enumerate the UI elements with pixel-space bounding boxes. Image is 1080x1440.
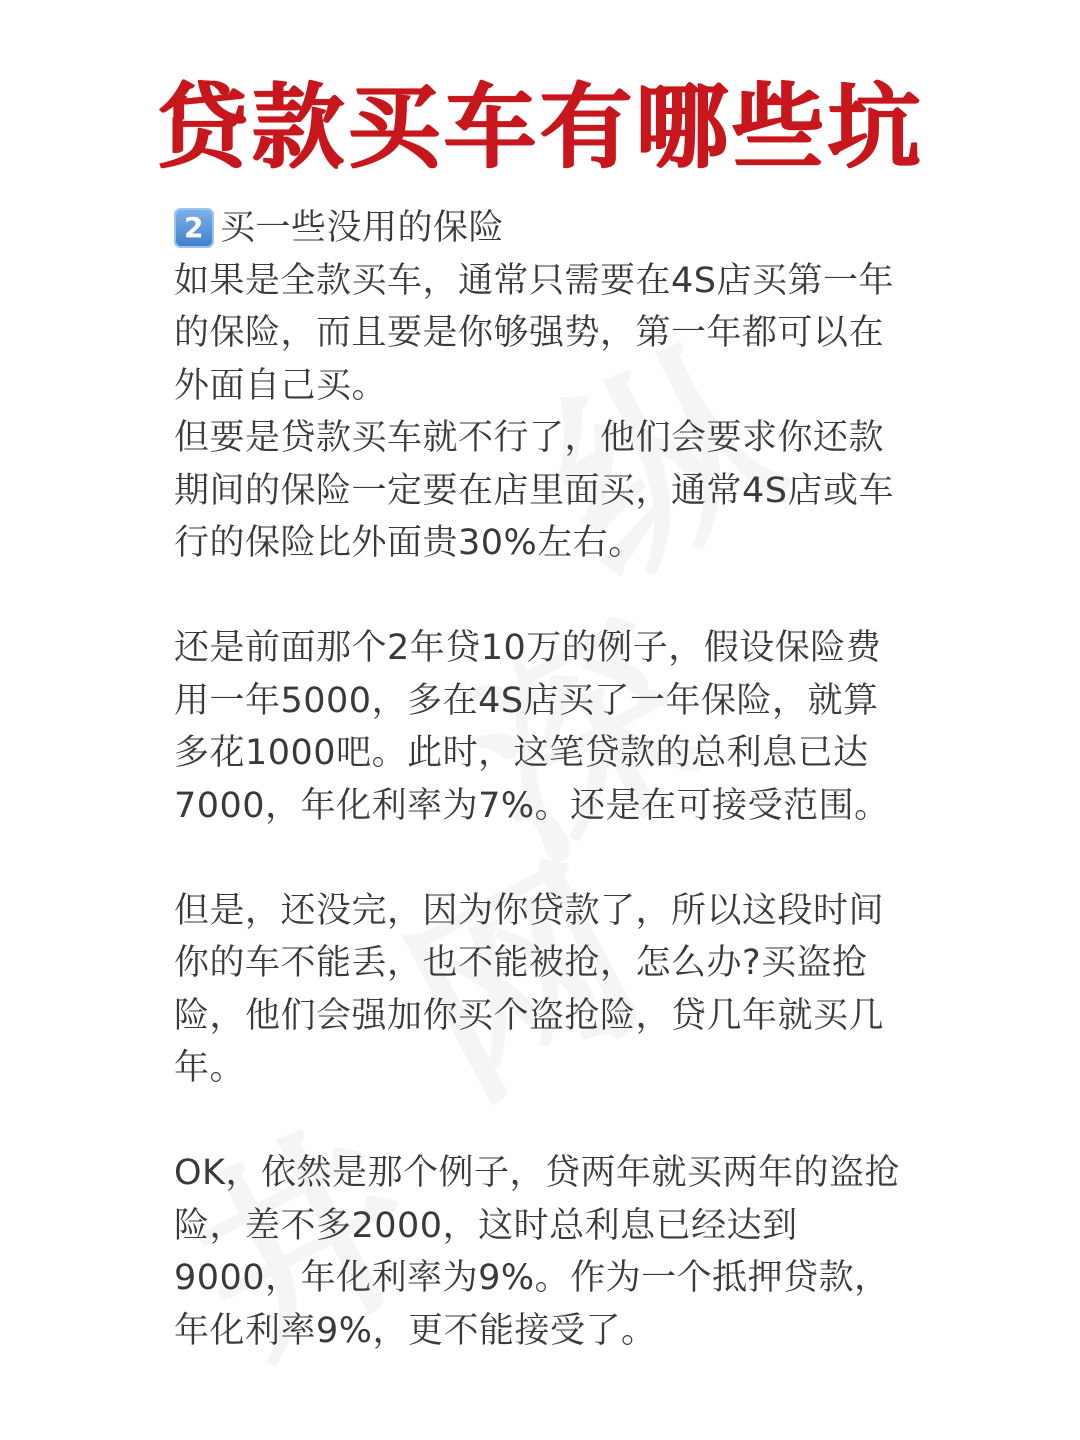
paragraph-spacer — [174, 570, 914, 623]
section-heading — [174, 202, 914, 255]
page-title: 贷款买车有哪些坑 — [155, 74, 924, 181]
number-two-keycap-icon: 2 — [174, 208, 214, 248]
paragraph-full-payment: 如果是全款买车，通常只需要在4S店买第一年的保险，而且要是你够强势，第一年都可以在外面自己买。 — [174, 260, 894, 406]
paragraph-ok-example: OK，依然是那个例子，贷两年就买两年的盗抢险，差不多2000，这时总利息已经达到9000，年化利率为9%。作为一个抵押贷款，年化利率9%，更不能接受了。 — [174, 1153, 901, 1351]
paragraph-spacer — [174, 1095, 914, 1148]
article-body — [174, 202, 914, 1357]
paragraph-example-interest: 还是前面那个2年贷10万的例子，假设保险费用一年5000，多在4S店买了一年保险，就算多花1000吧。此时，这笔贷款的总利息已达7000，年化利率为7%。还是在可接受范围。 — [174, 628, 890, 826]
paragraph-spacer — [174, 832, 914, 885]
section-heading-text: 买一些没用的保险 — [220, 208, 505, 248]
paragraph-theft-insurance: 但是，还没完，因为你贷款了，所以这段时间你的车不能丢，也不能被抢，怎么办?买盗抢险，他们会强加你买个盗抢险，贷几年就买几年。 — [174, 890, 885, 1088]
paragraph-loan-insurance: 但要是贷款买车就不行了，他们会要求你还款期间的保险一定要在店里面买，通常4S店或车行的保险比外面贵30%左右。 — [174, 418, 894, 563]
